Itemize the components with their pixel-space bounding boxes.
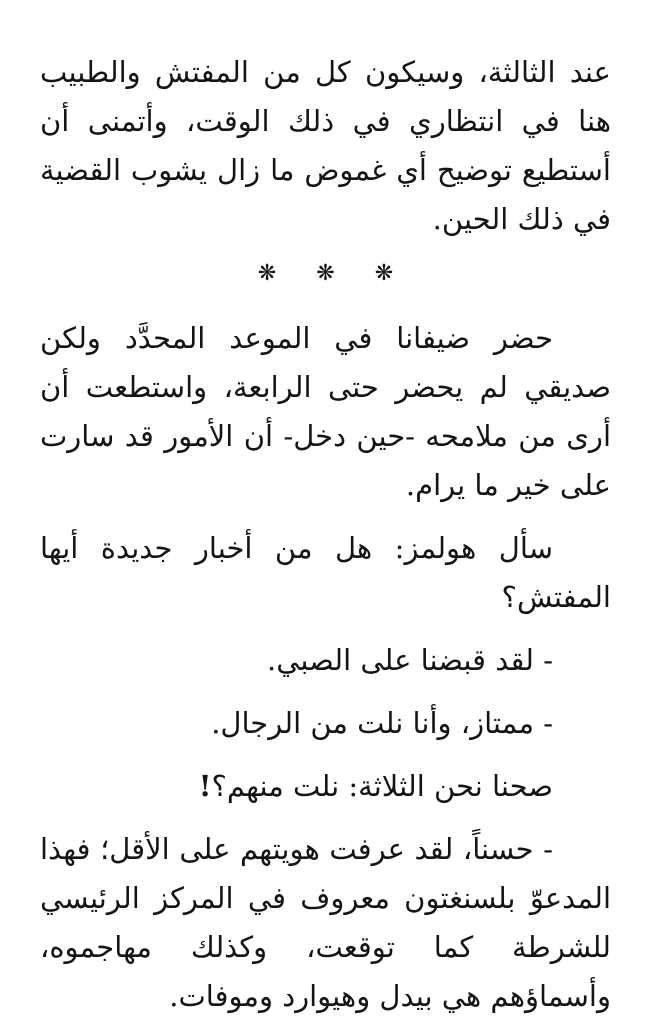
book-page: [40, 48, 611, 1021]
separator-star-2: ❋: [316, 261, 335, 286]
paragraph-identities: - حسناً، لقد عرفت هويتهم على الأقل؛ فهذا المدعوّ بلسنغتون معروف في المركز الرئيسي للشرطة كما توقعت، وكذلك مهاجموه، وأسماؤهم هي بيدل وهيوارد وموفات.: [40, 832, 611, 1013]
paragraph-holmes-asks: سأل هولمز: هل من أخبار جديدة أيها المفتش؟: [40, 531, 611, 614]
exclamation-mark: !: [198, 769, 212, 803]
dialog-line-all-three: [40, 762, 611, 811]
section-separator: [40, 254, 611, 294]
dialog-line-all-three-text: صحنا نحن الثلاثة: نلت منهم؟: [211, 769, 553, 803]
separator-star-1: ❋: [257, 261, 277, 286]
dialog-line-caught-boy: - لقد قبضنا على الصبي.: [266, 643, 553, 677]
dialog-line-got-men: - ممتاز، وأنا نلت من الرجال.: [211, 706, 553, 740]
paragraph-guests-arrive: حضر ضيفانا في الموعد المحدَّد ولكن صديقي لم يحضر حتى الرابعة، واستطعت أن أرى من ملامحه -حين دخل- أن الأمور قد سارت على خير ما يرام.: [40, 321, 611, 502]
paragraph-opening: عند الثالثة، وسيكون كل من المفتش والطبيب هنا في انتظاري في ذلك الوقت، وأتمنى أن أستطيع توضيح أي غموض ما زال يشوب القضية في ذلك الحين.: [40, 55, 611, 236]
separator-star-3: ❋: [374, 261, 394, 286]
